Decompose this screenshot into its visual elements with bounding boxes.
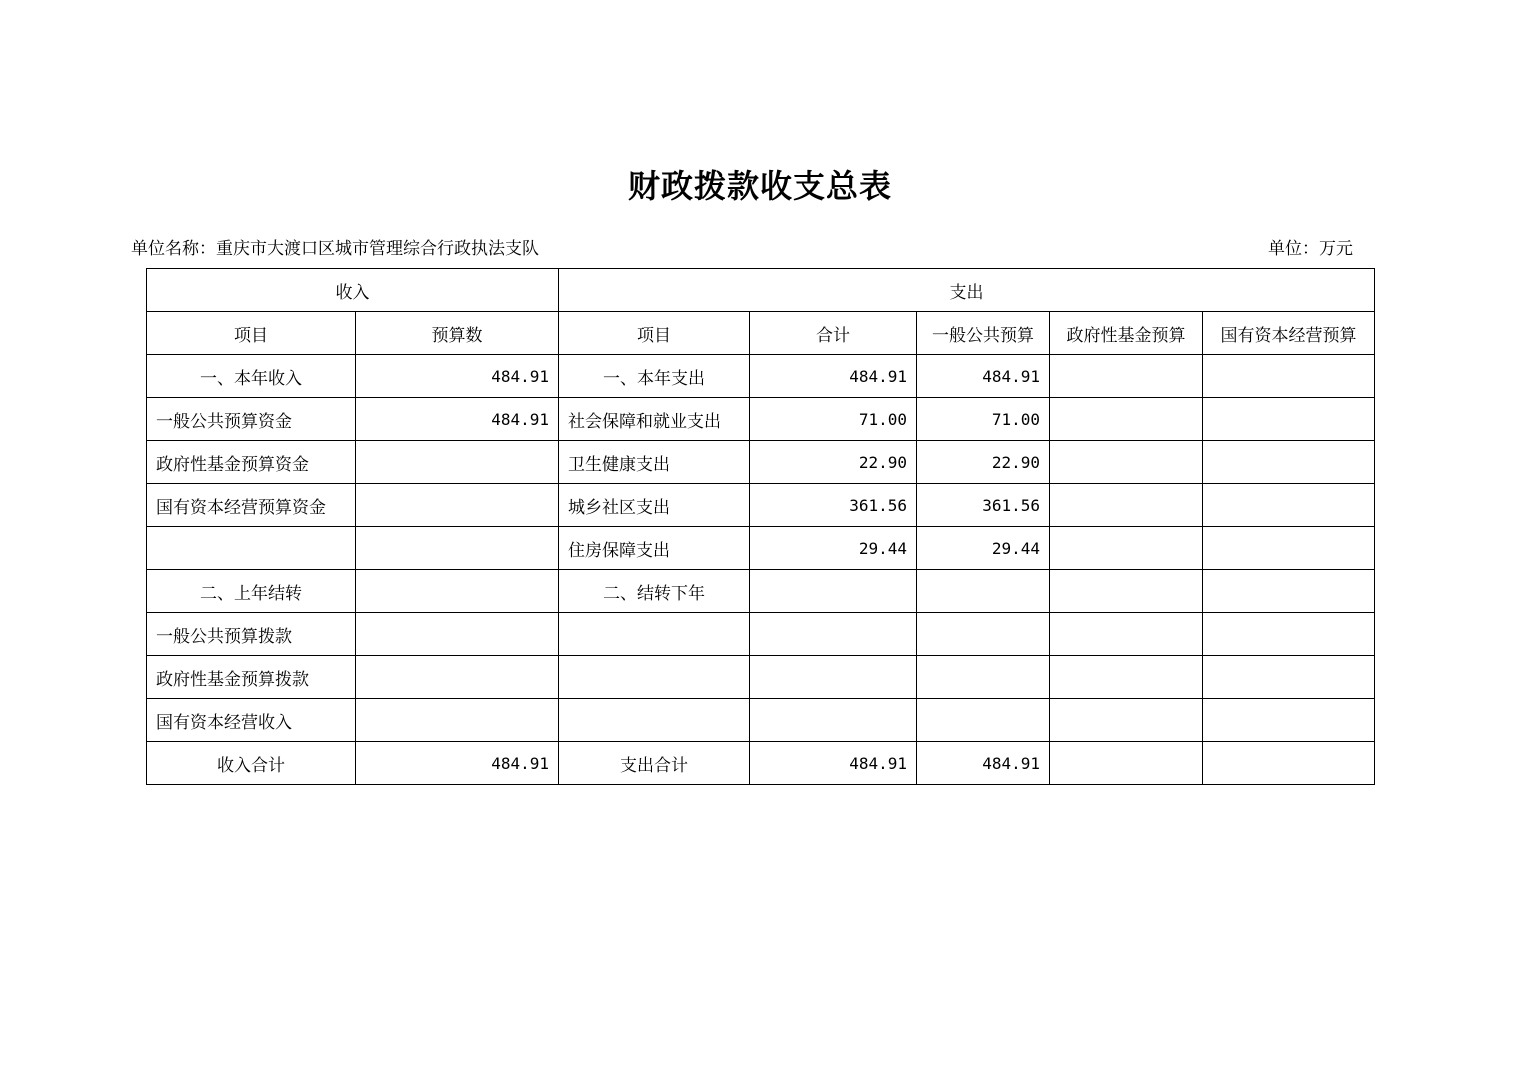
table-row (147, 527, 1375, 570)
expense-group-header: 支出 (559, 269, 1375, 312)
expense-item-cell: 社会保障和就业支出 (559, 398, 750, 441)
income-amount-cell (356, 613, 559, 656)
expense-item-cell: 卫生健康支出 (559, 441, 750, 484)
general-budget-cell (917, 699, 1050, 742)
table-row (147, 484, 1375, 527)
income-amount-cell (356, 699, 559, 742)
gov-fund-cell (1050, 355, 1203, 398)
income-item-cell: 国有资本经营预算资金 (147, 484, 356, 527)
expense-item-cell: 二、结转下年 (559, 570, 750, 613)
general-budget-cell: 29.44 (917, 527, 1050, 570)
general-budget-cell (917, 613, 1050, 656)
total-cell: 361.56 (750, 484, 917, 527)
col-header-total: 合计 (750, 312, 917, 355)
group-header-row (147, 269, 1375, 312)
income-item-cell: 国有资本经营收入 (147, 699, 356, 742)
general-budget-cell: 361.56 (917, 484, 1050, 527)
income-amount-cell: 484.91 (356, 398, 559, 441)
total-cell: 71.00 (750, 398, 917, 441)
col-header-gov-fund-budget: 政府性基金预算 (1050, 312, 1203, 355)
unit-name: 单位名称：重庆市大渡口区城市管理综合行政执法支队 (131, 239, 539, 259)
income-item-cell: 政府性基金预算资金 (147, 441, 356, 484)
general-budget-cell: 71.00 (917, 398, 1050, 441)
gov-fund-total (1050, 742, 1203, 785)
table-row (147, 355, 1375, 398)
income-amount-cell (356, 484, 559, 527)
gov-fund-cell (1050, 398, 1203, 441)
expense-item-cell: 城乡社区支出 (559, 484, 750, 527)
gov-fund-cell (1050, 656, 1203, 699)
state-capital-cell (1203, 570, 1375, 613)
state-capital-cell (1203, 484, 1375, 527)
income-amount-cell (356, 441, 559, 484)
col-header-budget: 预算数 (356, 312, 559, 355)
gov-fund-cell (1050, 699, 1203, 742)
total-cell: 22.90 (750, 441, 917, 484)
col-header-general-budget: 一般公共预算 (917, 312, 1050, 355)
general-budget-cell (917, 656, 1050, 699)
income-total-amount: 484.91 (356, 742, 559, 785)
income-item-cell: 一般公共预算拨款 (147, 613, 356, 656)
total-cell (750, 570, 917, 613)
income-amount-cell (356, 656, 559, 699)
state-capital-cell (1203, 613, 1375, 656)
income-item-cell: 一、本年收入 (147, 355, 356, 398)
state-capital-cell (1203, 656, 1375, 699)
general-budget-cell (917, 570, 1050, 613)
state-capital-cell (1203, 355, 1375, 398)
income-total-label: 收入合计 (147, 742, 356, 785)
expense-item-cell (559, 613, 750, 656)
expense-item-cell (559, 699, 750, 742)
income-amount-cell (356, 570, 559, 613)
col-header-state-capital-budget: 国有资本经营预算 (1203, 312, 1375, 355)
document-title: 财政拨款收支总表 (627, 167, 892, 205)
total-cell (750, 656, 917, 699)
general-budget-cell: 22.90 (917, 441, 1050, 484)
income-group-header: 收入 (147, 269, 559, 312)
expense-total-amount: 484.91 (750, 742, 917, 785)
currency-unit: 单位：万元 (1268, 239, 1353, 259)
table-row (147, 570, 1375, 613)
expense-item-cell: 住房保障支出 (559, 527, 750, 570)
column-header-row (147, 312, 1375, 355)
gov-fund-cell (1050, 527, 1203, 570)
state-capital-total (1203, 742, 1375, 785)
gov-fund-cell (1050, 441, 1203, 484)
total-cell (750, 699, 917, 742)
table-row (147, 656, 1375, 699)
table-row (147, 398, 1375, 441)
state-capital-cell (1203, 398, 1375, 441)
table-row (147, 613, 1375, 656)
general-budget-total: 484.91 (917, 742, 1050, 785)
gov-fund-cell (1050, 613, 1203, 656)
total-cell: 484.91 (750, 355, 917, 398)
income-amount-cell (356, 527, 559, 570)
general-budget-cell: 484.91 (917, 355, 1050, 398)
state-capital-cell (1203, 441, 1375, 484)
income-item-cell: 二、上年结转 (147, 570, 356, 613)
totals-row (147, 742, 1375, 785)
total-cell: 29.44 (750, 527, 917, 570)
income-item-cell: 一般公共预算资金 (147, 398, 356, 441)
state-capital-cell (1203, 699, 1375, 742)
expense-item-cell (559, 656, 750, 699)
income-item-cell (147, 527, 356, 570)
table-row (147, 699, 1375, 742)
total-cell (750, 613, 917, 656)
col-header-expense-item: 项目 (559, 312, 750, 355)
expense-item-cell: 一、本年支出 (559, 355, 750, 398)
expense-total-label: 支出合计 (559, 742, 750, 785)
col-header-income-item: 项目 (147, 312, 356, 355)
state-capital-cell (1203, 527, 1375, 570)
income-item-cell: 政府性基金预算拨款 (147, 656, 356, 699)
table-row (147, 441, 1375, 484)
income-amount-cell: 484.91 (356, 355, 559, 398)
fiscal-appropriation-table (146, 268, 1375, 785)
gov-fund-cell (1050, 484, 1203, 527)
gov-fund-cell (1050, 570, 1203, 613)
